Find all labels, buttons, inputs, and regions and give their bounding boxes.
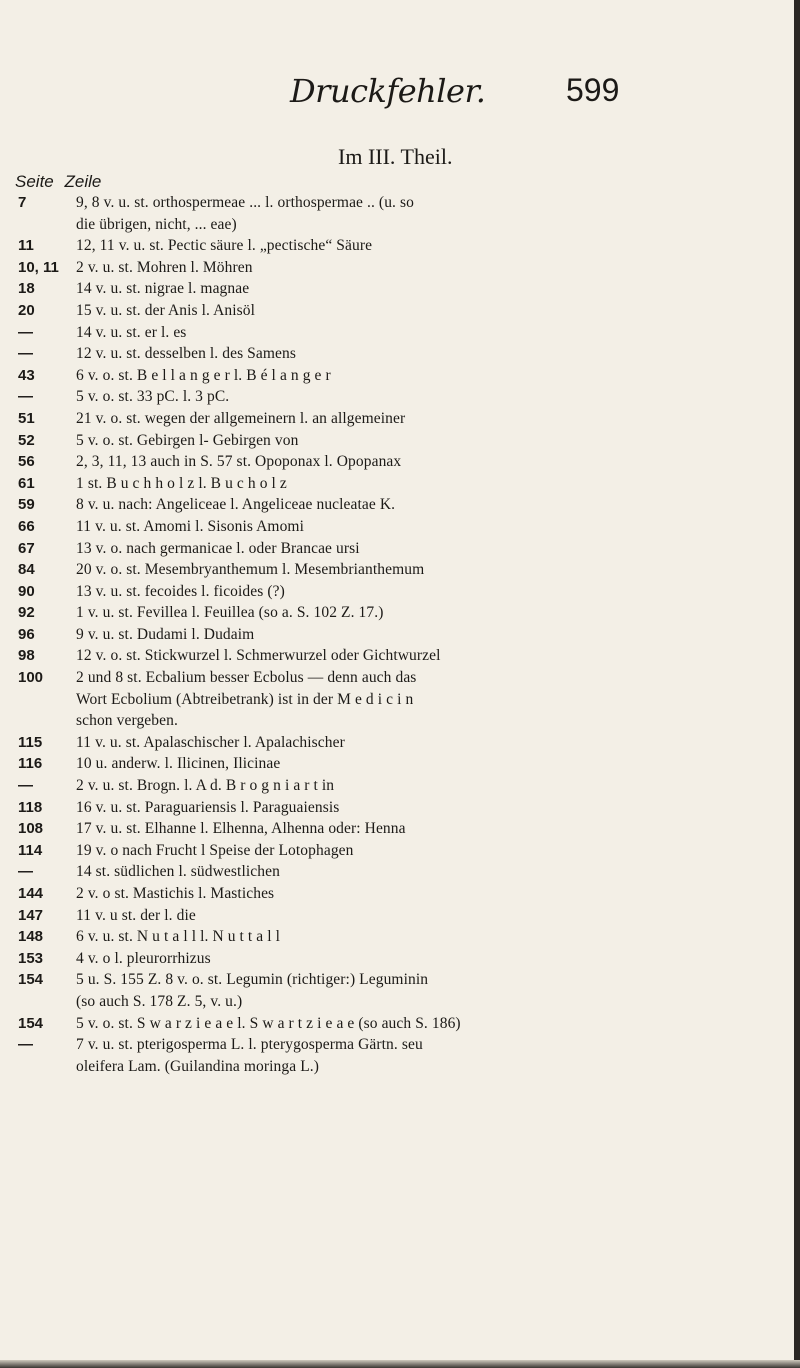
correction-text: (so auch S. 178 Z. 5, v. u.) xyxy=(76,992,243,1010)
page-reference: 148 xyxy=(18,928,44,946)
correction-text: 12 v. u. st. desselben l. des Samens xyxy=(76,345,297,363)
correction-text: 17 v. u. st. Elhanne l. Elhenna, Alhenna oder: Henna xyxy=(76,820,406,838)
column-header-page: Seite xyxy=(15,172,54,191)
correction-text: 1 st. B u c h h o l z l. B u c h o l z xyxy=(76,474,287,492)
correction-text: 9 v. u. st. Dudami l. Dudaim xyxy=(76,625,255,643)
correction-text: 7 v. u. st. pterigosperma L. l. pterygosperma Gärtn. seu xyxy=(76,1036,423,1054)
page-reference: 92 xyxy=(18,604,35,622)
page-reference: 67 xyxy=(18,539,35,557)
correction-text: 12, 11 v. u. st. Pectic säure l. „pectische“ Säure xyxy=(76,237,373,255)
correction-text: 14 v. u. st. nigrae l. magnae xyxy=(76,280,250,298)
errata-row xyxy=(0,214,800,236)
correction-text: 6 v. o. st. B e l l a n g e r l. B é l a n g e r xyxy=(76,366,331,384)
errata-row xyxy=(0,386,800,408)
correction-text: schon vergeben. xyxy=(76,712,178,730)
page-reference: 51 xyxy=(18,409,35,427)
page-bottom-edge xyxy=(0,1360,800,1368)
errata-row xyxy=(0,645,800,667)
errata-row xyxy=(0,775,800,797)
page-reference: 154 xyxy=(18,971,44,989)
page-reference: 84 xyxy=(18,561,35,579)
section-title: Im III. Theil. xyxy=(338,144,453,169)
correction-text: 2 und 8 st. Ecbalium besser Ecbolus — denn auch das xyxy=(76,669,417,687)
column-headers xyxy=(15,172,107,192)
running-title: Druckfehler. xyxy=(290,72,486,110)
errata-row xyxy=(0,365,800,387)
errata-row xyxy=(0,689,800,711)
page-reference: 147 xyxy=(18,906,44,924)
errata-row xyxy=(0,343,800,365)
correction-text: 16 v. u. st. Paraguariensis l. Paraguaiensis xyxy=(76,798,340,816)
correction-text: 2, 3, 11, 13 auch in S. 57 st. Opoponax l. Opopanax xyxy=(76,453,402,471)
page-reference: 20 xyxy=(18,301,35,319)
page-reference: 100 xyxy=(18,669,44,687)
errata-row xyxy=(0,473,800,495)
page-reference: 59 xyxy=(18,496,35,514)
errata-row xyxy=(0,257,800,279)
page-reference: 108 xyxy=(18,820,44,838)
page-reference: 11 xyxy=(18,237,34,255)
correction-text: 13 v. u. st. fecoides l. ficoides (?) xyxy=(76,582,285,600)
page-reference: 115 xyxy=(18,733,43,751)
page-reference: 52 xyxy=(18,431,35,449)
errata-row xyxy=(0,840,800,862)
errata-row xyxy=(0,451,800,473)
page-reference: 154 xyxy=(18,1014,44,1032)
correction-text: Wort Ecbolium (Abtreibetrank) ist in der M e d i c i n xyxy=(76,690,414,708)
correction-text: 6 v. u. st. N u t a l l l. N u t t a l l xyxy=(76,928,281,946)
correction-text: 2 v. u. st. Brogn. l. A d. B r o g n i a r t in xyxy=(76,777,335,795)
errata-row xyxy=(0,408,800,430)
errata-row xyxy=(0,1056,800,1078)
errata-row xyxy=(0,667,800,689)
page-reference: — xyxy=(18,1036,33,1054)
errata-row xyxy=(0,905,800,927)
errata-row xyxy=(0,753,800,775)
correction-text: 11 v. u st. der l. die xyxy=(76,906,196,924)
correction-text: oleifera Lam. (Guilandina moringa L.) xyxy=(76,1057,319,1075)
page-reference: — xyxy=(18,345,33,363)
correction-text: 13 v. o. nach germanicae l. oder Brancae ursi xyxy=(76,539,360,557)
correction-text: 4 v. o l. pleurorrhizus xyxy=(76,949,211,967)
page-reference: 116 xyxy=(18,755,43,773)
errata-row xyxy=(0,797,800,819)
errata-row xyxy=(0,581,800,603)
correction-text: die übrigen, nicht, ... eae) xyxy=(76,215,237,233)
page-reference: 118 xyxy=(18,798,43,816)
page-reference: 144 xyxy=(18,885,44,902)
running-head xyxy=(0,72,800,122)
page-reference: — xyxy=(18,388,33,406)
page-reference: 153 xyxy=(18,949,44,967)
errata-row xyxy=(0,624,800,646)
errata-row xyxy=(0,991,800,1013)
errata-row xyxy=(0,235,800,257)
correction-text: 14 st. südlichen l. südwestlichen xyxy=(76,863,280,881)
page-reference: 90 xyxy=(18,582,35,600)
correction-text: 11 v. u. st. Apalaschischer l. Apalachischer xyxy=(76,733,345,751)
errata-row xyxy=(0,969,800,991)
page-reference: 10, 11 xyxy=(18,258,59,276)
errata-row xyxy=(0,322,800,344)
correction-text: 11 v. u. st. Amomi l. Sisonis Amomi xyxy=(76,517,304,535)
correction-text: 5 v. o. st. 33 pC. l. 3 pC. xyxy=(76,388,230,406)
page-reference: 61 xyxy=(18,474,35,492)
errata-row xyxy=(0,732,800,754)
correction-text: 1 v. u. st. Fevillea l. Feuillea (so a. S. 102 Z. 17.) xyxy=(76,604,384,622)
correction-text: 9, 8 v. u. st. orthospermeae ... l. orthospermae .. (u. so xyxy=(76,194,414,211)
page-reference: 98 xyxy=(18,647,35,665)
page-reference: — xyxy=(18,323,33,341)
errata-row xyxy=(0,430,800,452)
page-reference: 56 xyxy=(18,453,35,471)
errata-row xyxy=(0,559,800,581)
errata-row xyxy=(0,516,800,538)
correction-text: 5 v. o. st. S w a r z i e a e l. S w a r t z i e a e (so auch S. 186) xyxy=(76,1014,461,1032)
errata-row xyxy=(0,818,800,840)
errata-row xyxy=(0,710,800,732)
column-header-line: Zeile xyxy=(64,172,102,191)
page-reference: 7 xyxy=(18,194,27,211)
page-reference: 18 xyxy=(18,280,35,298)
correction-text: 5 u. S. 155 Z. 8 v. o. st. Legumin (richtiger:) Leguminin xyxy=(76,971,429,989)
errata-row xyxy=(0,538,800,560)
page-reference: 96 xyxy=(18,625,35,643)
correction-text: 10 u. anderw. l. Ilicinen, Ilicinae xyxy=(76,755,281,773)
page-reference: 66 xyxy=(18,517,35,535)
correction-text: 12 v. o. st. Stickwurzel l. Schmerwurzel oder Gichtwurzel xyxy=(76,647,441,665)
correction-text: 15 v. u. st. der Anis l. Anisöl xyxy=(76,301,256,319)
errata-row xyxy=(0,926,800,948)
page-number: 599 xyxy=(566,72,620,108)
correction-text: 5 v. o. st. Gebirgen l- Gebirgen von xyxy=(76,431,299,449)
errata-row xyxy=(0,494,800,516)
correction-text: 8 v. u. nach: Angeliceae l. Angeliceae nucleatae K. xyxy=(76,496,396,514)
errata-row xyxy=(0,883,800,905)
errata-row xyxy=(0,300,800,322)
correction-text: 2 v. o st. Mastichis l. Mastiches xyxy=(76,885,275,902)
errata-list xyxy=(0,192,800,1077)
page-reference: — xyxy=(18,777,33,795)
page-reference: 114 xyxy=(18,841,43,859)
errata-row xyxy=(0,948,800,970)
errata-row xyxy=(0,278,800,300)
correction-text: 19 v. o nach Frucht l Speise der Lotophagen xyxy=(76,841,354,859)
errata-row xyxy=(0,861,800,883)
errata-row xyxy=(0,1013,800,1035)
correction-text: 20 v. o. st. Mesembryanthemum l. Mesembrianthemum xyxy=(76,561,425,579)
errata-row xyxy=(0,1034,800,1056)
errata-row xyxy=(0,192,800,214)
page-reference: — xyxy=(18,863,33,881)
correction-text: 2 v. u. st. Mohren l. Möhren xyxy=(76,258,253,276)
correction-text: 21 v. o. st. wegen der allgemeinern l. an allgemeiner xyxy=(76,409,406,427)
page-reference: 43 xyxy=(18,366,35,384)
correction-text: 14 v. u. st. er l. es xyxy=(76,323,187,341)
errata-row xyxy=(0,602,800,624)
